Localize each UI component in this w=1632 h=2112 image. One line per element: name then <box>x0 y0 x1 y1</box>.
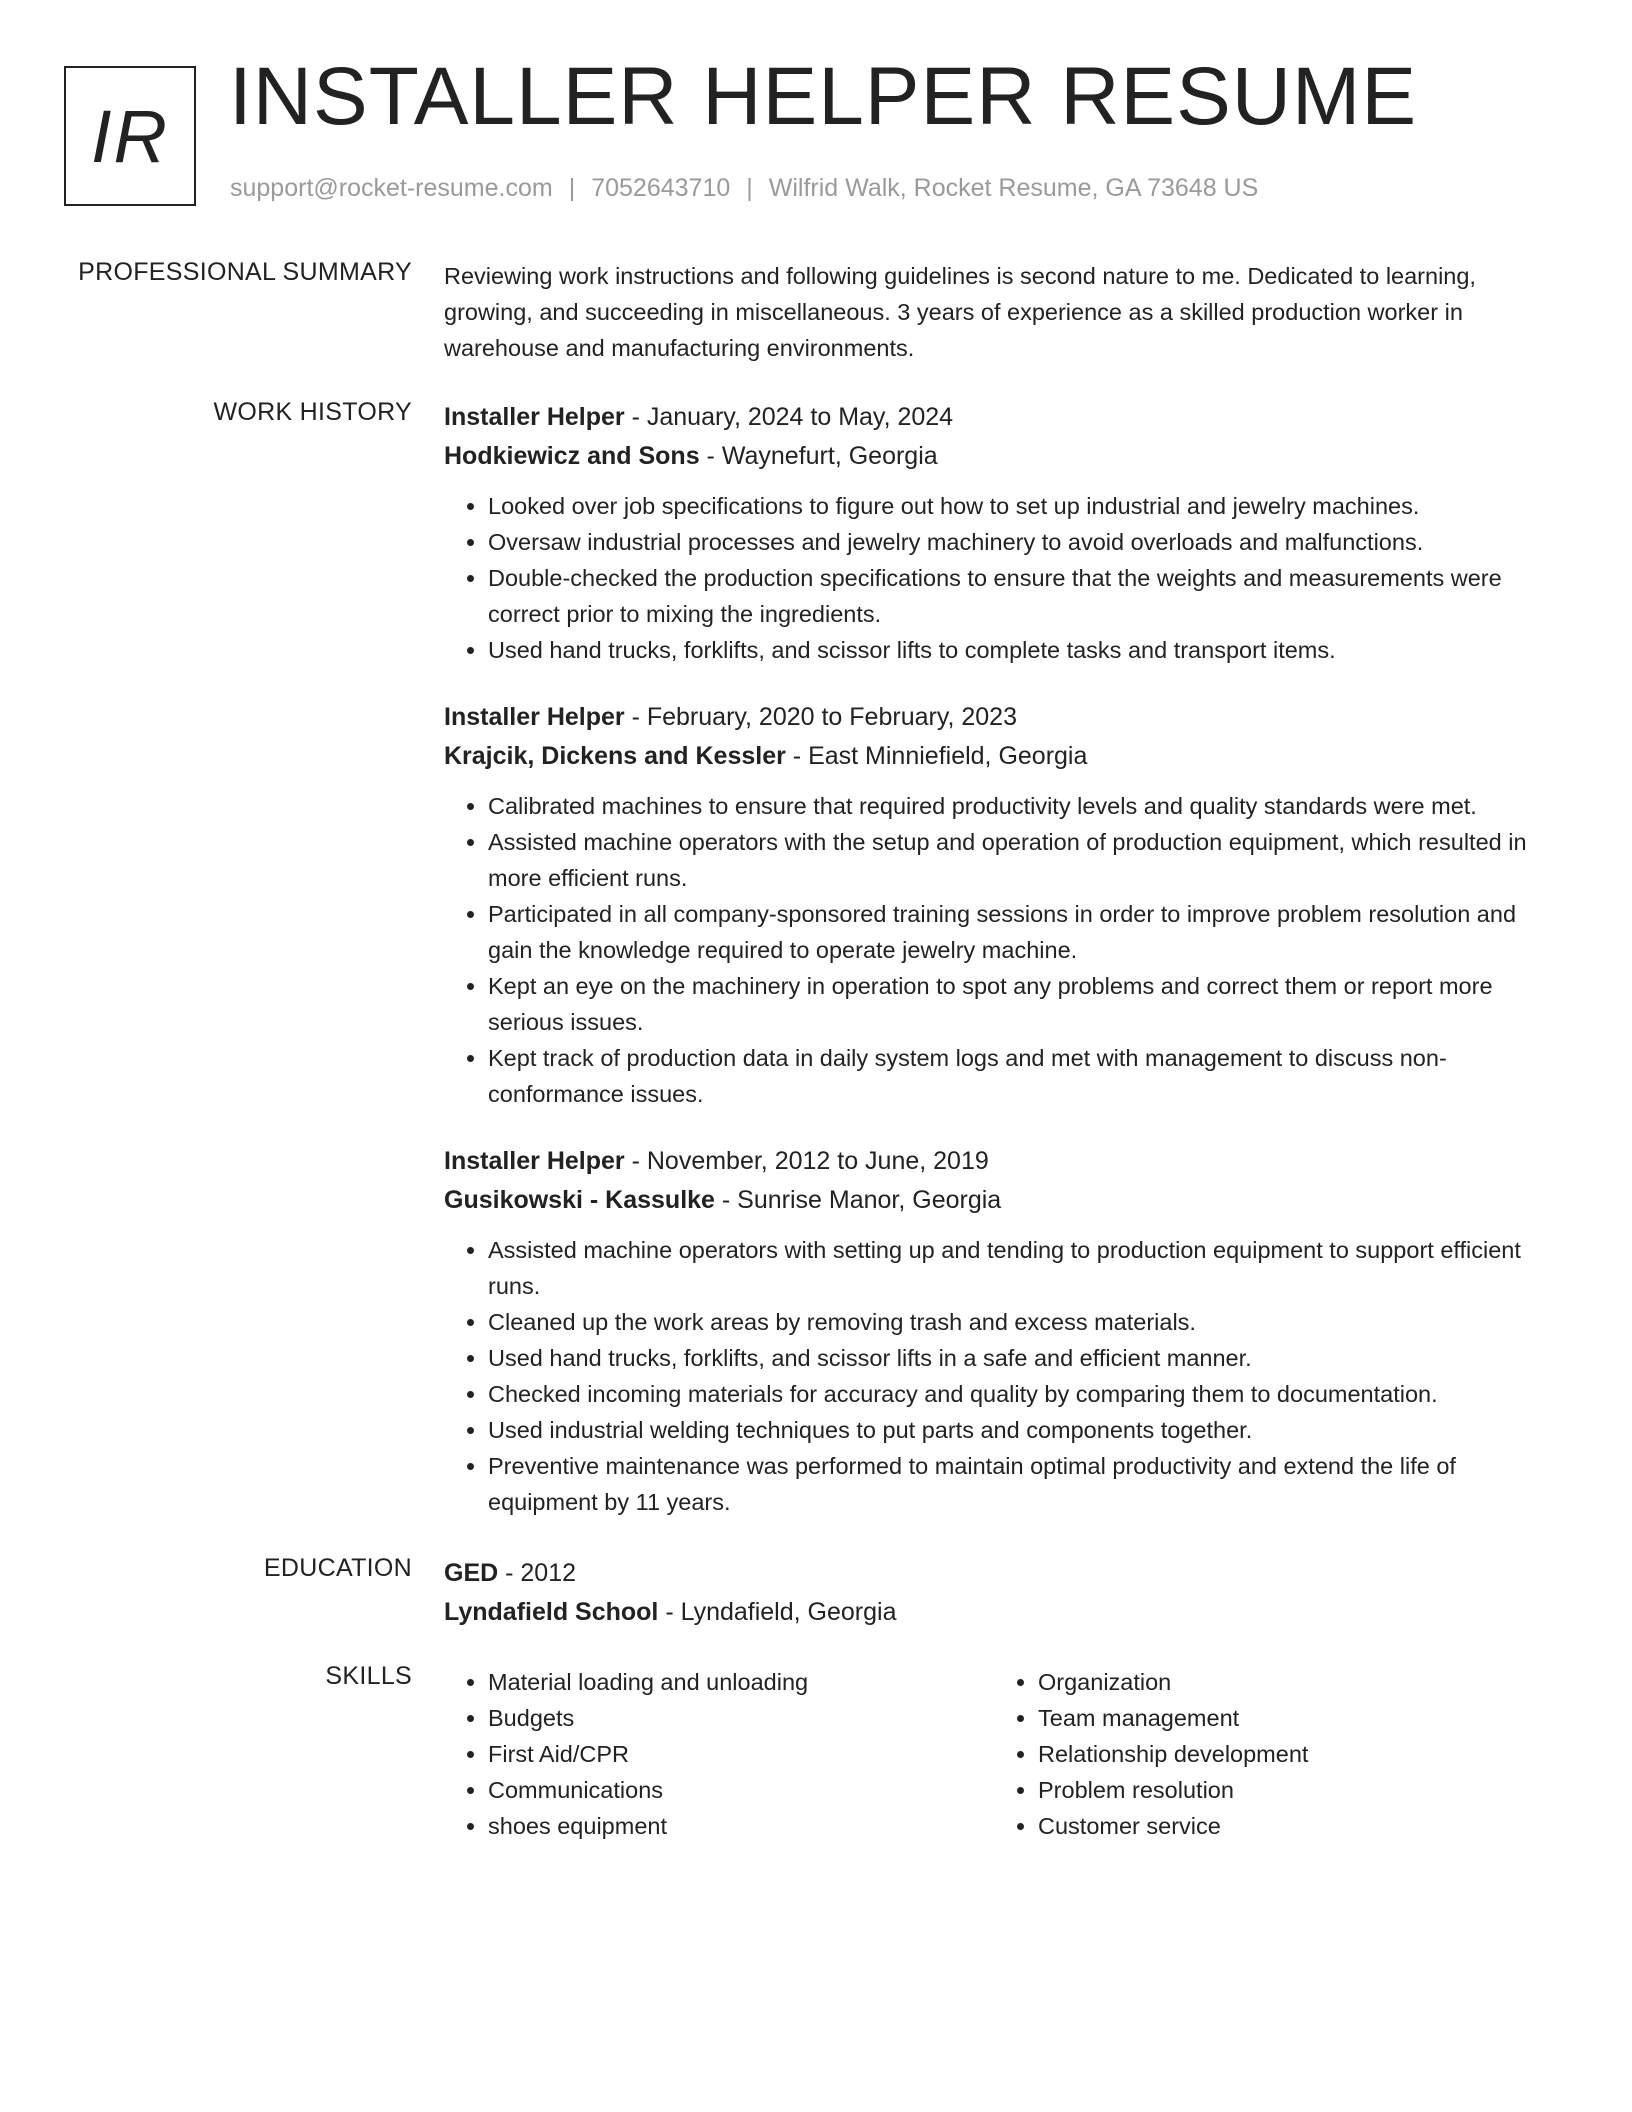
job-bullet: • Used hand trucks, forklifts, and scissor lifts in a safe and efficient manner. <box>488 1340 1544 1376</box>
job-company-line <box>444 1181 1544 1220</box>
job-bullet: • Kept an eye on the machinery in operation to spot any problems and correct them or report more serious issues. <box>488 968 1544 1040</box>
job-title: Installer Helper <box>444 703 625 731</box>
job-company: Gusikowski - Kassulke <box>444 1186 715 1214</box>
job-bullet: • Kept track of production data in daily system logs and met with management to discuss non-conformance issues. <box>488 1040 1544 1112</box>
job-location: - Sunrise Manor, Georgia <box>714 1186 1002 1214</box>
job-bullet: • Cleaned up the work areas by removing trash and excess materials. <box>488 1304 1544 1340</box>
education-degree: GED <box>444 1559 499 1587</box>
skill-item: • Material loading and unloading <box>488 1664 994 1700</box>
job-title-line <box>444 1142 1544 1181</box>
job-title-line <box>444 398 1544 437</box>
skills-list-left <box>444 1664 994 1844</box>
job-entry <box>444 398 1544 668</box>
job-company-line <box>444 737 1544 776</box>
job-bullet: • Checked incoming materials for accuracy and quality by comparing them to documentation. <box>488 1376 1544 1412</box>
job-dates: - February, 2020 to February, 2023 <box>624 703 1017 731</box>
education-school: Lyndafield School <box>444 1598 659 1626</box>
job-title: Installer Helper <box>444 1147 625 1175</box>
contact-email: support@rocket-resume.com <box>230 174 553 202</box>
skill-item: • shoes equipment <box>488 1808 994 1844</box>
monogram-logo: IR <box>64 66 196 206</box>
resume-title: INSTALLER HELPER RESUME <box>229 51 1418 142</box>
skills-columns <box>444 1664 1544 1844</box>
job-bullet: • Used industrial welding techniques to put parts and components together. <box>488 1412 1544 1448</box>
job-bullets <box>444 1232 1544 1520</box>
section-label-education: EDUCATION <box>263 1554 412 1582</box>
job-entry <box>444 1142 1544 1520</box>
skill-item: • Communications <box>488 1772 994 1808</box>
education-school-line <box>444 1593 1544 1632</box>
job-bullets <box>444 488 1544 668</box>
contact-separator: | <box>568 174 576 202</box>
job-bullet: • Used hand trucks, forklifts, and scissor lifts to complete tasks and transport items. <box>488 632 1544 668</box>
skill-item: • Team management <box>1038 1700 1544 1736</box>
job-location: - East Minniefield, Georgia <box>785 742 1088 770</box>
skills-list-right <box>994 1664 1544 1844</box>
contact-address: Wilfrid Walk, Rocket Resume, GA 73648 US <box>768 174 1259 202</box>
job-bullet: • Participated in all company-sponsored training sessions in order to improve problem resolution and gain the knowledge required to operate jewelry machine. <box>488 896 1544 968</box>
section-label-work-history: WORK HISTORY <box>213 398 412 426</box>
job-bullet: • Assisted machine operators with setting up and tending to production equipment to support efficient runs. <box>488 1232 1544 1304</box>
education-degree-line <box>444 1554 1544 1593</box>
job-title: Installer Helper <box>444 403 625 431</box>
job-company-line <box>444 437 1544 476</box>
job-bullet: • Oversaw industrial processes and jewelry machinery to avoid overloads and malfunctions. <box>488 524 1544 560</box>
skill-item: • Budgets <box>488 1700 994 1736</box>
skill-item: • First Aid/CPR <box>488 1736 994 1772</box>
job-title-line <box>444 698 1544 737</box>
job-bullet: • Calibrated machines to ensure that required productivity levels and quality standards were met. <box>488 788 1544 824</box>
skill-item: • Customer service <box>1038 1808 1544 1844</box>
section-label-skills: SKILLS <box>325 1662 412 1690</box>
job-dates: - January, 2024 to May, 2024 <box>624 403 954 431</box>
education-year: - 2012 <box>498 1559 577 1587</box>
skill-item: • Relationship development <box>1038 1736 1544 1772</box>
job-bullet: • Double-checked the production specifications to ensure that the weights and measurements were correct prior to mixing the ingredients. <box>488 560 1544 632</box>
job-bullets <box>444 788 1544 1112</box>
job-entry <box>444 698 1544 1112</box>
section-label-summary: PROFESSIONAL SUMMARY <box>78 258 412 286</box>
education-location: - Lyndafield, Georgia <box>658 1598 897 1626</box>
skill-item: • Organization <box>1038 1664 1544 1700</box>
job-bullet: • Preventive maintenance was performed to maintain optimal productivity and extend the life of equipment by 11 years. <box>488 1448 1544 1520</box>
job-dates: - November, 2012 to June, 2019 <box>624 1147 989 1175</box>
summary-text: Reviewing work instructions and following guidelines is second nature to me. Dedicated to learning, growing, and succeeding in miscellaneous. 3 years of experience as a skilled production worker in warehouse and manufacturing environments. <box>444 263 1476 361</box>
job-bullet: • Looked over job specifications to figure out how to set up industrial and jewelry machines. <box>488 488 1544 524</box>
contact-phone: 7052643710 <box>591 174 731 202</box>
job-company: Krajcik, Dickens and Kessler <box>444 742 786 770</box>
skill-item: • Problem resolution <box>1038 1772 1544 1808</box>
contact-separator: | <box>746 174 753 202</box>
contact-line <box>230 174 1258 203</box>
job-bullet: • Assisted machine operators with the setup and operation of production equipment, which resulted in more efficient runs. <box>488 824 1544 896</box>
job-location: - Waynefurt, Georgia <box>699 442 938 470</box>
job-company: Hodkiewicz and Sons <box>444 442 700 470</box>
